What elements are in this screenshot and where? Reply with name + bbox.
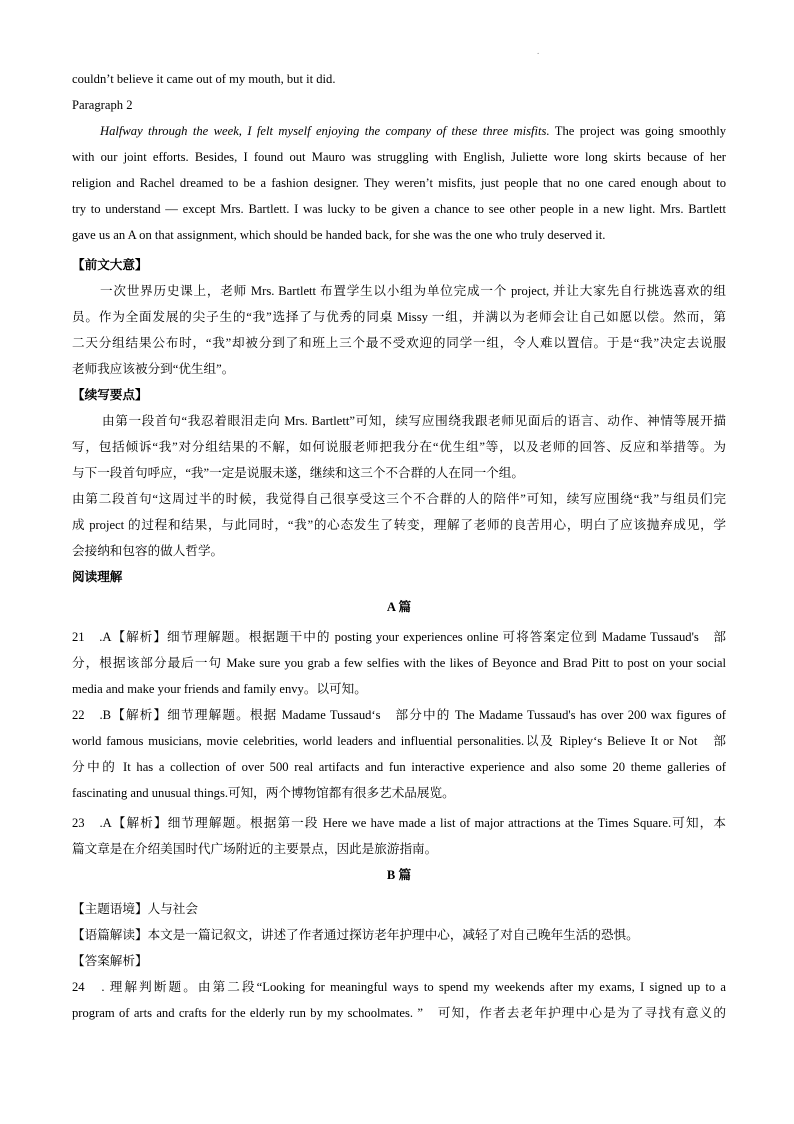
qianwen-line: 二天分组结果公布时，“我”却被分到了和班上三个最不受欢迎的同学一组，令人难以置信。于是“我”决定去说服 — [72, 336, 726, 350]
q22-line: fascinating and unusual things.可知，两个博物馆都有很多艺术品展览。 — [72, 786, 455, 800]
q22-line: 22 .B【解析】细节理解题。根据 Madame Tussaud‘s 部分中的 The Madame Tussaud's has over 200 wax figures of — [72, 708, 726, 722]
xuxie-line: 会接纳和包容的做人哲学。 — [72, 544, 224, 558]
q24-line: 24 . 理解判断题。由第二段“Looking for meaningful ways to spend my weekends after my exams, I signed up to a — [72, 980, 726, 994]
xuxie-line: 成 project 的过程和结果，与此同时，“我”的心态发生了转变，理解了老师的良苦用心，明白了应该抛弃成见，学 — [72, 518, 726, 532]
q23-line: 篇文章是在介绍美国时代广场附近的主要景点，因此是旅游指南。 — [72, 842, 438, 856]
qianwen-line: 老师我应该被分到“优生组”。 — [72, 362, 235, 376]
xuxie-line: 由第二段首句“这周过半的时候，我觉得自己很享受这三个不合群的人的陪伴”可知，续写应围绕“我”与组员们完 — [72, 492, 726, 506]
paragraph-2-first-line — [72, 118, 726, 144]
paragraph-2-line: with our joint efforts. Besides, I found out Mauro was struggling with English, Juliette wore long skirts because of her — [72, 150, 726, 164]
q23-line: 23 .A【解析】细节理解题。根据第一段 Here we have made a list of major attractions at the Times Square.可知，本 — [72, 816, 726, 830]
q21-line: 分，根据该部分最后一句 Make sure you grab a few selfies with the likes of Beyonce and Brad Pitt to post on your social — [72, 656, 726, 670]
qianwen-line: 一次世界历史课上，老师 Mrs. Bartlett 布置学生以小组为单位完成一个 project, 并让大家先自行挑选喜欢的组 — [100, 284, 726, 298]
paragraph-2-label: Paragraph 2 — [72, 98, 133, 112]
xuxie-line: 写，包括倾诉“我”对分组结果的不解，如何说服老师把我分在“优生组”等，以及老师的回答、反应和举措等。为 — [72, 440, 726, 454]
q21-line: 21 .A【解析】细节理解题。根据题干中的 posting your experiences online 可将答案定位到 Madame Tussaud's 部 — [72, 630, 726, 644]
qianwen-heading: 【前文大意】 — [72, 258, 148, 272]
xuxie-heading: 【续写要点】 — [72, 388, 148, 402]
xuxie-line: 由第一段首句“我忍着眼泪走向 Mrs. Bartlett”可知，续写应围绕我跟老师见面后的语言、动作、神情等展开描 — [102, 414, 726, 428]
jiedu-line: 【语篇解读】本文是一篇记叙文，讲述了作者通过探访老年护理中心，减轻了对自己晚年生活的恐惧。 — [72, 928, 639, 942]
q22-line: 分中的 It has a collection of over 500 real artifacts and fun interactive experience and also some 20 theme galleries of — [72, 760, 726, 774]
paragraph-2-first-line-rest: The project was going smoothly — [549, 124, 726, 138]
paragraph-2-line: religion and Rachel dreamed to be a fashion designer. They weren’t misfits, just people that no one cared enough about to — [72, 176, 726, 190]
paragraph-line: couldn’t believe it came out of my mouth, but it did. — [72, 72, 336, 86]
q22-line: world famous musicians, movie celebrities, world leaders and influential personalities.以及 Ripley‘s Believe It or Not 部 — [72, 734, 726, 748]
reading-heading: 阅读理解 — [72, 570, 123, 584]
section-b-title: B 篇 — [386, 868, 412, 882]
paragraph-2-line: try to understand — except Mrs. Bartlett. I was lucky to be given a chance to see other people in a new light. Mrs. Bartlett — [72, 202, 726, 216]
xuxie-line: 与下一段首句呼应，“我”一定是说服未遂，继续和这三个不合群的人在同一个组。 — [72, 466, 524, 480]
answer-heading: 【答案解析】 — [72, 954, 148, 968]
q21-line: media and make your friends and family envy。以可知。 — [72, 682, 367, 696]
theme-line: 【主题语境】人与社会 — [72, 902, 198, 916]
paragraph-2-line: gave us an A on that assignment, which should be handed back, for she was the one who truly deserved it. — [72, 228, 606, 242]
paragraph-2-italic-start: Halfway through the week, I felt myself enjoying the company of these three misfits. — [100, 124, 550, 138]
document-page — [72, 66, 726, 1026]
section-a-title: A 篇 — [386, 600, 412, 614]
q24-line: program of arts and crafts for the elderly run by my schoolmates. ” 可知，作者去老年护理中心是为了寻找有意义的 — [72, 1006, 726, 1020]
qianwen-line: 员。作为全面发展的尖子生的“我”选择了与优秀的同桌 Missy 一组，并满以为老师会让自己如愿以偿。然而，第 — [72, 310, 726, 324]
header-dot: . — [537, 46, 540, 56]
